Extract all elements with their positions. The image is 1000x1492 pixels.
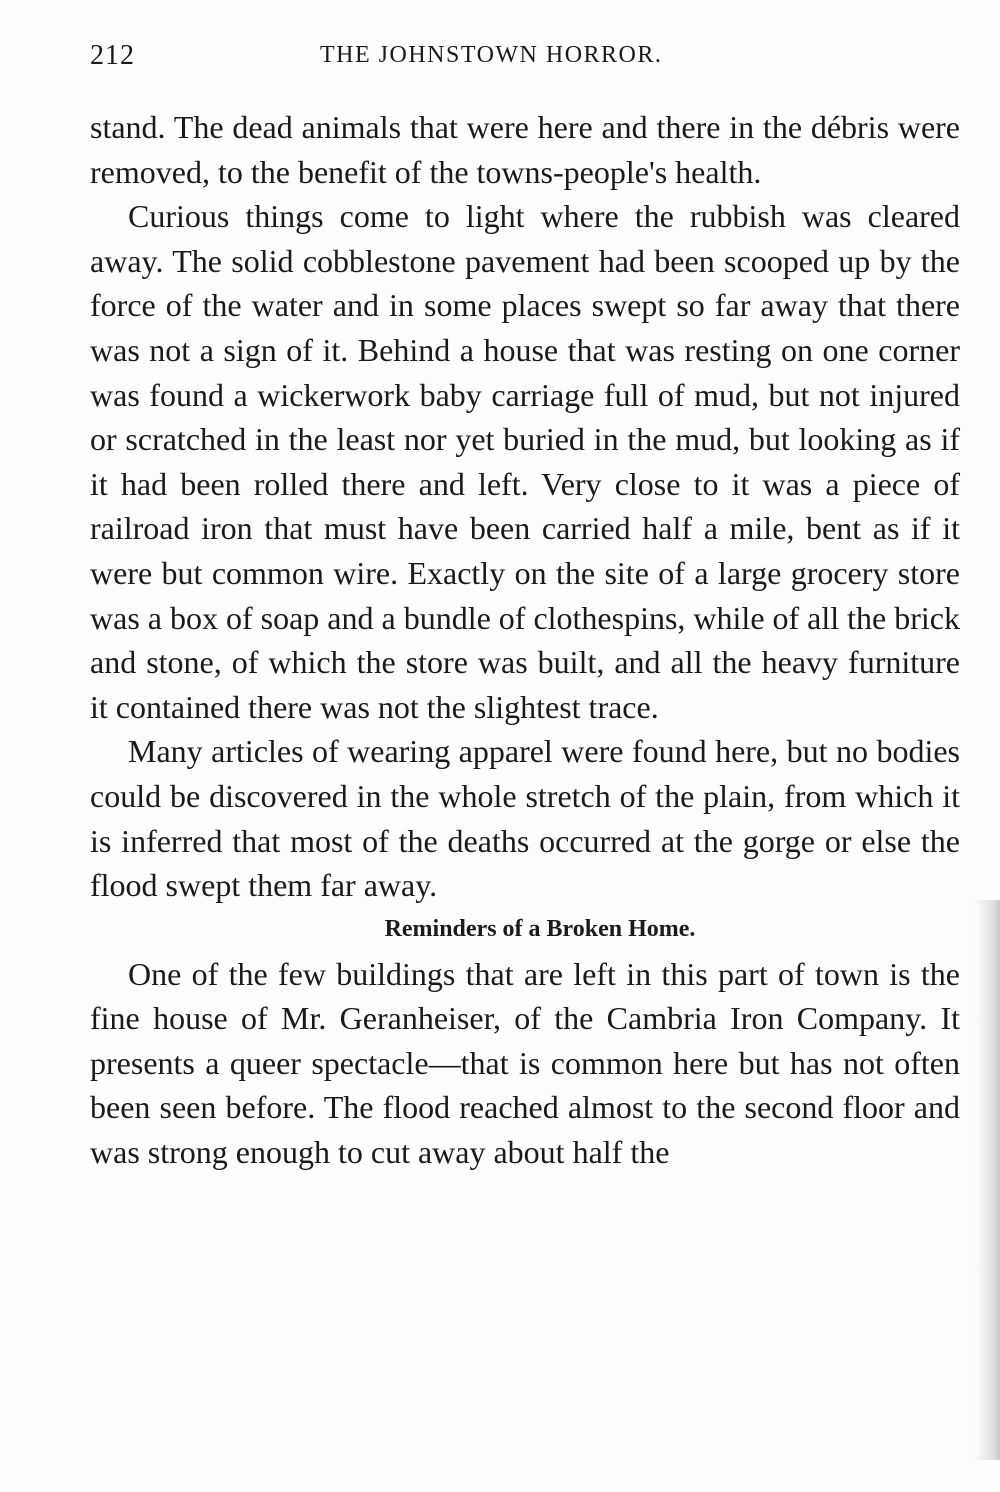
paragraph-curious-things: Curious things come to light where the rubbish was cleared away. The solid cobblestone pavement had been scooped up by the force of the water and in some places swept so far away that there was not a sign of it. Behind a house that was resting on one corner was found a wickerwork baby carriage full of mud, but not injured or scratched in the least nor yet buried in the mud, but looking as if it had been rolled there and left. Very close to it was a piece of railroad iron that must have been carried half a mile, bent as if it were but common wire. Exactly on the site of a large grocery store was a box of soap and a bundle of clothespins, while of all the brick and stone, of which the store was built, and all the heavy furniture it contained there was not the slightest trace. — [90, 198, 960, 725]
page-header — [90, 40, 960, 80]
section-heading: Reminders of a Broken Home. — [384, 915, 696, 942]
body-text — [90, 105, 960, 1175]
page-edge-shadow — [974, 900, 1000, 1460]
paragraph-broken-home: One of the few buildings that are left in this part of town is the fine house of Mr. Geranheiser, of the Cambria Iron Company. It presents a queer spectacle—that is common here but has not often been seen before. The flood reached almost to the second floor and was strong enough to cut away about half the — [90, 955, 960, 1171]
paragraph-wearing-apparel: Many articles of wearing apparel were found here, but no bodies could be discovered in the whole stretch of the plain, from which it is inferred that most of the deaths occurred at the gorge or else the flood swept them far away. — [90, 733, 960, 904]
running-title: THE JOHNSTOWN HORROR. — [320, 42, 663, 68]
page-number: 212 — [90, 40, 135, 71]
paragraph-continued: stand. The dead animals that were here and there in the débris were removed, to the benefit of the towns-people's health. — [90, 109, 960, 190]
